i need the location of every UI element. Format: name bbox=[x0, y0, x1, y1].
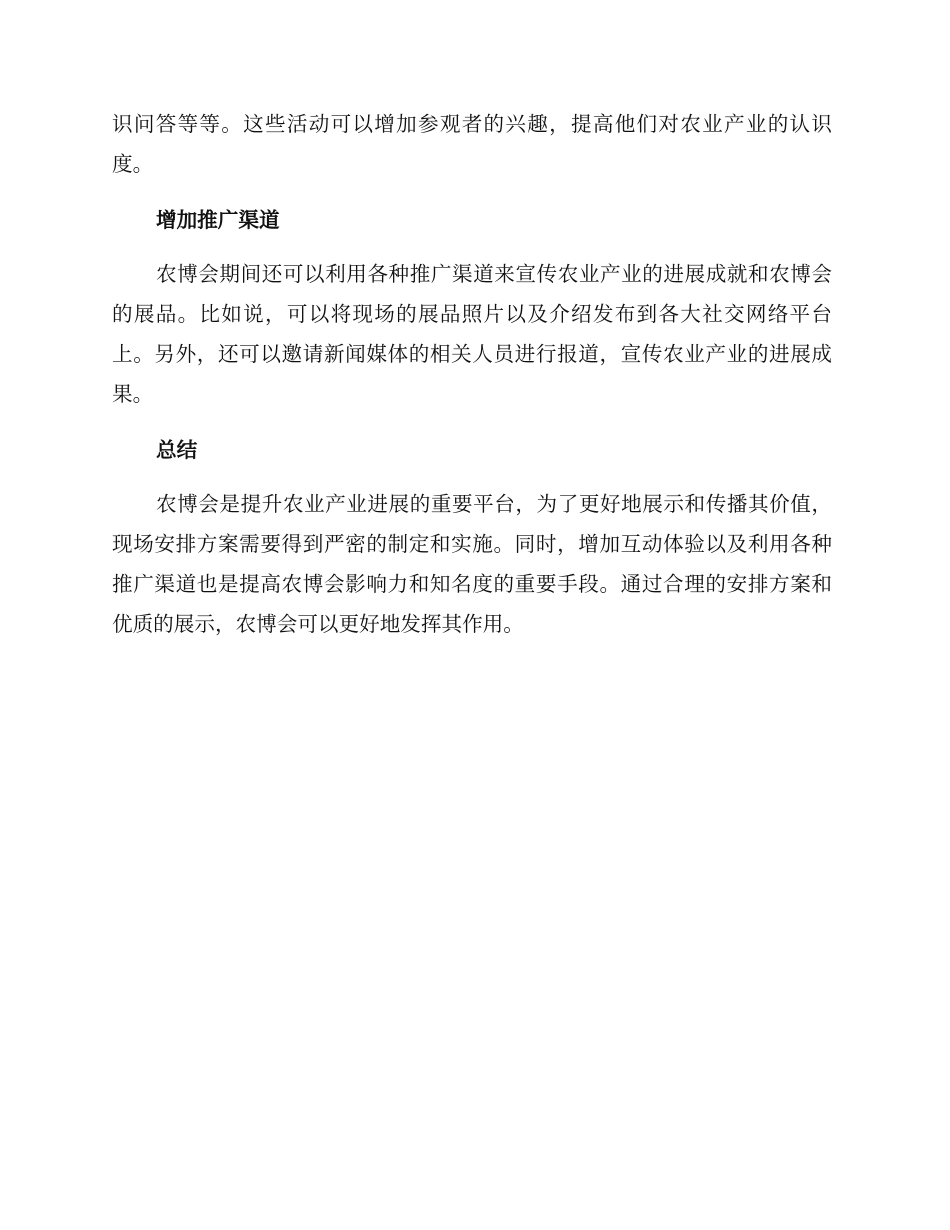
spacer bbox=[112, 184, 832, 200]
continued-paragraph: 识问答等等。这些活动可以增加参观者的兴趣，提高他们对农业产业的认识度。 bbox=[112, 112, 832, 176]
spacer bbox=[112, 240, 832, 254]
document-body bbox=[112, 104, 832, 644]
section-heading-summary: 总结 bbox=[156, 438, 198, 462]
spacer bbox=[112, 414, 832, 430]
section-heading-promotion-channels: 增加推广渠道 bbox=[156, 208, 280, 232]
section-paragraph-promotion-channels: 农博会期间还可以利用各种推广渠道来宣传农业产业的进展成就和农博会的展品。比如说，可以将现场的展品照片以及介绍发布到各大社交网络平台上。另外，还可以邀请新闻媒体的相关人员进行报道，宣传农业产业的进展成果。 bbox=[112, 262, 832, 406]
section-paragraph-summary: 农博会是提升农业产业进展的重要平台，为了更好地展示和传播其价值，现场安排方案需要得到严密的制定和实施。同时，增加互动体验以及利用各种推广渠道也是提高农博会影响力和知名度的重要手段。通过合理的安排方案和优质的展示，农博会可以更好地发挥其作用。 bbox=[112, 492, 832, 636]
spacer bbox=[112, 470, 832, 484]
